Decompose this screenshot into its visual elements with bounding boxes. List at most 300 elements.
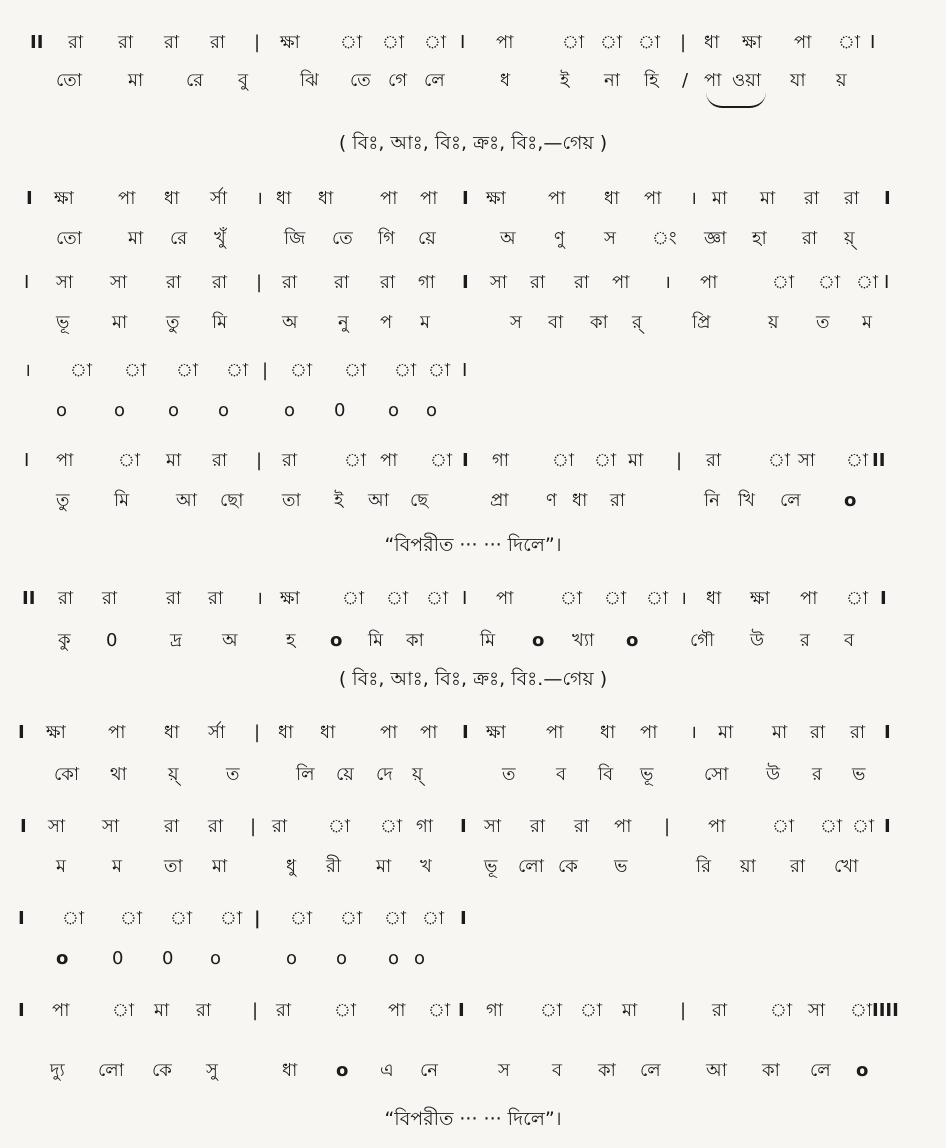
syllable: o	[56, 948, 69, 969]
note: রা	[272, 816, 288, 837]
note: রা	[530, 272, 546, 293]
note: র্সা	[210, 188, 228, 209]
syllable: o	[388, 400, 400, 421]
note: া	[124, 360, 147, 381]
syllable: তু	[56, 490, 70, 511]
bar-symbol: |	[664, 816, 671, 837]
note: া	[562, 32, 585, 53]
notation-line	[0, 268, 946, 308]
note: া	[428, 1000, 451, 1021]
syllable: দ্যু	[50, 1060, 65, 1081]
syllable: 0	[162, 948, 174, 969]
syllable: o	[414, 948, 426, 969]
bar-symbol: I	[20, 816, 27, 837]
syllable: o	[844, 490, 857, 511]
lyric-line	[0, 66, 946, 106]
syllable: কে	[558, 856, 578, 877]
syllable: য়্	[168, 764, 179, 785]
performance-note: “বিপরীত ··· ··· দিলে”।	[384, 534, 562, 556]
bar-symbol: ।	[664, 272, 671, 293]
syllable: কা	[406, 630, 424, 651]
lyric-line	[0, 224, 946, 264]
note: া	[540, 1000, 563, 1021]
syllable: রা	[790, 856, 806, 877]
syllable: o	[856, 1060, 869, 1081]
note: পা	[640, 722, 658, 743]
syllable: প্রা	[490, 490, 509, 511]
bar-symbol: ।	[680, 588, 687, 609]
syllable: ত	[502, 764, 516, 785]
syllable: ই	[560, 70, 570, 91]
performance-note: “বিপরীত ··· ··· দিলে”।	[384, 1108, 562, 1130]
bar-symbol: I	[884, 816, 891, 837]
note: পা	[118, 188, 136, 209]
note: ক্ষা	[54, 188, 74, 209]
note: রা	[166, 588, 182, 609]
note: া	[382, 32, 405, 53]
note: রা	[574, 272, 590, 293]
syllable: o	[330, 630, 343, 651]
note: া	[386, 588, 409, 609]
syllable: না	[604, 70, 620, 91]
note: া	[120, 908, 143, 929]
note: পা	[548, 188, 566, 209]
note: া	[112, 1000, 135, 1021]
syllable: যা	[790, 70, 806, 91]
bar-symbol: I	[462, 722, 469, 743]
note: া	[428, 360, 451, 381]
note: গা	[486, 1000, 504, 1021]
syllable: থা	[110, 764, 127, 785]
syllable: স	[498, 1060, 510, 1081]
note: া	[62, 908, 85, 929]
note: সা	[56, 272, 74, 293]
note: পা	[496, 588, 514, 609]
syllable: রে	[170, 228, 188, 249]
note: পা	[800, 588, 818, 609]
note: া	[340, 908, 363, 929]
lyric-line	[0, 486, 946, 526]
syllable: অ	[282, 312, 298, 333]
note: ধা	[164, 188, 180, 209]
bar-symbol: ।	[256, 588, 263, 609]
note: া	[118, 450, 141, 471]
note: মা	[622, 1000, 638, 1021]
bar-symbol: |	[254, 908, 261, 929]
syllable: লি	[296, 764, 315, 785]
note: গা	[418, 272, 436, 293]
note: ধা	[278, 722, 294, 743]
syllable: য়	[768, 312, 779, 333]
note: া	[70, 360, 93, 381]
note: পা	[108, 722, 126, 743]
note: া	[856, 272, 879, 293]
note: ক্ষা	[280, 588, 300, 609]
bar-symbol: |	[254, 32, 261, 53]
note: ক্ষা	[486, 188, 506, 209]
note: া	[594, 450, 617, 471]
syllable: রি	[696, 856, 712, 877]
note: া	[560, 588, 583, 609]
note: া	[580, 1000, 603, 1021]
bar-symbol: II	[30, 32, 44, 53]
bar-symbol: |	[252, 1000, 259, 1021]
performance-note: ( বিঃ, আঃ, বিঃ, ক্রঃ, বিঃ.—গেয় )	[338, 668, 608, 690]
syllable: কো	[54, 764, 80, 785]
note: রা	[530, 816, 546, 837]
bar-symbol: I	[462, 188, 469, 209]
note: া	[430, 450, 453, 471]
note: ক্ষা	[742, 32, 762, 53]
notation-line	[0, 718, 946, 758]
note: রা	[208, 588, 224, 609]
syllable: o	[426, 400, 438, 421]
note: পা	[794, 32, 812, 53]
syllable: জি	[284, 228, 306, 249]
bar-symbol: |	[256, 272, 263, 293]
syllable: লো	[98, 1060, 124, 1081]
syllable: ব	[552, 1060, 563, 1081]
note: রা	[164, 32, 180, 53]
syllable: বি	[598, 764, 614, 785]
syllable: উ	[766, 764, 781, 785]
note: া	[818, 272, 841, 293]
syllable: মি	[480, 630, 496, 651]
note: া	[176, 360, 199, 381]
syllable: নু	[338, 312, 349, 333]
note: রা	[208, 816, 224, 837]
bar-symbol: |	[256, 450, 263, 471]
syllable: লে	[640, 1060, 661, 1081]
note: ধা	[276, 188, 292, 209]
note: া	[772, 816, 795, 837]
note: পা	[52, 1000, 70, 1021]
syllable: পা	[704, 70, 722, 91]
syllable: স	[510, 312, 522, 333]
note: া	[638, 32, 661, 53]
note: সা	[102, 816, 120, 837]
performance-note: ( বিঃ, আঃ, বিঃ, ক্রঃ, বিঃ,—গেয় )	[338, 132, 608, 154]
syllable: খি	[738, 490, 755, 511]
syllable: সু	[206, 1060, 218, 1081]
syllable: গৌ	[690, 630, 715, 651]
syllable: ম	[56, 856, 66, 877]
note: রা	[810, 722, 826, 743]
slur-mark	[706, 92, 766, 108]
syllable: o	[114, 400, 126, 421]
bar-symbol: I	[884, 722, 891, 743]
syllable: ছো	[220, 490, 244, 511]
syllable: কা	[590, 312, 608, 333]
note: া	[344, 360, 367, 381]
syllable: তু	[166, 312, 180, 333]
bar-symbol: I	[458, 1000, 465, 1021]
note: পা	[380, 188, 398, 209]
note: মা	[760, 188, 776, 209]
syllable: স	[604, 228, 616, 249]
syllable: মি	[212, 312, 228, 333]
bar-symbol: I	[18, 1000, 25, 1021]
syllable: লে	[780, 490, 801, 511]
note: া	[340, 32, 363, 53]
syllable: লে	[810, 1060, 831, 1081]
lyric-line	[0, 626, 946, 666]
syllable: রা	[802, 228, 818, 249]
bar-symbol: I	[460, 816, 467, 837]
note: রা	[804, 188, 820, 209]
note: র্সা	[208, 722, 226, 743]
syllable: ত	[816, 312, 830, 333]
note: া	[384, 908, 407, 929]
syllable: য়ে	[336, 764, 354, 785]
syllable: /	[682, 70, 689, 91]
syllable: মি	[368, 630, 384, 651]
syllable: o	[56, 400, 68, 421]
bar-symbol: I	[870, 32, 876, 53]
note: রা	[712, 1000, 728, 1021]
notation-line	[0, 446, 946, 486]
syllable: o	[210, 948, 222, 969]
syllable: 0	[106, 630, 118, 651]
note: া	[772, 272, 795, 293]
notation-line	[0, 904, 946, 944]
syllable: ত	[226, 764, 240, 785]
note: া	[290, 360, 313, 381]
note: গা	[416, 816, 434, 837]
bar-symbol: I	[462, 272, 469, 293]
syllable: হা	[752, 228, 767, 249]
note: মা	[154, 1000, 170, 1021]
note: া	[328, 816, 351, 837]
syllable: 0	[334, 400, 346, 421]
bar-symbol: II	[872, 450, 886, 471]
syllable: হি	[644, 70, 659, 91]
syllable: o	[532, 630, 545, 651]
note: া	[426, 588, 449, 609]
bar-symbol: |	[250, 816, 257, 837]
bar-symbol: I	[26, 188, 33, 209]
syllable: ম	[112, 856, 122, 877]
note: রা	[196, 1000, 212, 1021]
syllable: o	[284, 400, 296, 421]
syllable: o	[218, 400, 230, 421]
syllable: ধু	[286, 856, 297, 877]
syllable: রী	[326, 856, 342, 877]
note: মা	[628, 450, 644, 471]
lyric-line	[0, 760, 946, 800]
note: া	[342, 588, 365, 609]
syllable: তে	[350, 70, 371, 91]
note: া	[170, 908, 193, 929]
syllable: গে	[388, 70, 408, 91]
note: সা	[490, 272, 508, 293]
note: া	[646, 588, 669, 609]
syllable: ভূ	[56, 312, 70, 333]
note: রা	[706, 450, 722, 471]
syllable: ব	[844, 630, 855, 651]
syllable: খ	[420, 856, 432, 877]
syllable: o	[168, 400, 180, 421]
bar-symbol: I	[24, 450, 30, 471]
bar-symbol: I	[462, 588, 468, 609]
note: ক্ষা	[750, 588, 770, 609]
syllable: কা	[598, 1060, 616, 1081]
note: ক্ষা	[280, 32, 300, 53]
note: ধা	[320, 722, 336, 743]
syllable: মি	[114, 490, 130, 511]
syllable: ধা	[282, 1060, 298, 1081]
syllable: মা	[212, 856, 228, 877]
syllable: কা	[762, 1060, 780, 1081]
syllable: অ	[500, 228, 516, 249]
bar-symbol: IIII	[872, 1000, 899, 1021]
note: পা	[700, 272, 718, 293]
note: পা	[380, 722, 398, 743]
note: রা	[210, 32, 226, 53]
note: পা	[388, 1000, 406, 1021]
syllable: ধ	[500, 70, 511, 91]
lyric-line	[0, 308, 946, 348]
note: পা	[420, 188, 438, 209]
note: া	[838, 32, 861, 53]
syllable: লে	[424, 70, 445, 91]
syllable: ভ	[614, 856, 628, 877]
syllable: লো	[518, 856, 544, 877]
note: ধা	[604, 188, 620, 209]
syllable: কে	[152, 1060, 172, 1081]
syllable: বা	[548, 312, 564, 333]
lyric-line	[0, 396, 946, 436]
note: ক্ষা	[486, 722, 506, 743]
note: সা	[48, 816, 66, 837]
note: ধা	[706, 588, 722, 609]
note: রা	[212, 272, 228, 293]
syllable: সো	[704, 764, 729, 785]
syllable: ধা	[572, 490, 588, 511]
syllable: o	[286, 948, 298, 969]
bar-symbol: |	[680, 32, 687, 53]
syllable: ভ	[852, 764, 866, 785]
bar-symbol: I	[460, 32, 466, 53]
syllable: উ	[750, 630, 765, 651]
syllable: ণ	[546, 490, 557, 511]
bar-symbol: ।	[256, 188, 263, 209]
syllable: প্রি	[692, 312, 711, 333]
syllable: o	[626, 630, 639, 651]
syllable: র	[812, 764, 822, 785]
note: া	[226, 360, 249, 381]
note: া	[344, 450, 367, 471]
syllable: ই	[334, 490, 344, 511]
bar-symbol: ।	[690, 188, 697, 209]
note: া	[846, 450, 869, 471]
note: া	[552, 450, 575, 471]
syllable: ছে	[410, 490, 429, 511]
note: া	[334, 1000, 357, 1021]
note: া	[768, 450, 791, 471]
syllable: মা	[112, 312, 128, 333]
notation-line	[0, 28, 946, 68]
note: গা	[492, 450, 510, 471]
syllable: দ্র	[170, 630, 182, 651]
syllable: মা	[128, 70, 144, 91]
syllable: o	[336, 1060, 349, 1081]
note: া	[846, 588, 869, 609]
note: া	[290, 908, 313, 929]
bar-symbol: I	[884, 188, 891, 209]
note: পা	[380, 450, 398, 471]
syllable: খুঁ	[214, 228, 226, 249]
note: সা	[110, 272, 128, 293]
note: সা	[798, 450, 816, 471]
note: রা	[282, 450, 298, 471]
lyric-line	[0, 1056, 946, 1096]
syllable: র	[800, 630, 810, 651]
bar-symbol: |	[262, 360, 269, 381]
note: ধা	[600, 722, 616, 743]
syllable: আ	[368, 490, 389, 511]
syllable: খো	[834, 856, 859, 877]
note: পা	[612, 272, 630, 293]
syllable: ম	[862, 312, 872, 333]
bar-symbol: ।	[690, 722, 697, 743]
note: পা	[546, 722, 564, 743]
notation-line	[0, 996, 946, 1036]
note: া	[852, 816, 875, 837]
note: রা	[276, 1000, 292, 1021]
syllable: 0	[112, 948, 124, 969]
syllable: ওয়া	[732, 70, 762, 91]
syllable: ণু	[554, 228, 565, 249]
syllable: তা	[282, 490, 301, 511]
note: রা	[166, 272, 182, 293]
note: ধা	[164, 722, 180, 743]
syllable: রে	[186, 70, 204, 91]
note: া	[604, 588, 627, 609]
syllable: আ	[706, 1060, 727, 1081]
bar-symbol: I	[462, 450, 469, 471]
note: া	[424, 32, 447, 53]
syllable: এ	[380, 1060, 394, 1081]
syllable: নি	[704, 490, 720, 511]
syllable: ম	[420, 312, 430, 333]
note: রা	[102, 588, 118, 609]
note: রা	[844, 188, 860, 209]
syllable: মা	[376, 856, 392, 877]
syllable: য়ে	[418, 228, 436, 249]
syllable: o	[388, 948, 400, 969]
syllable: জ্ঞা	[704, 228, 727, 249]
note: রা	[850, 722, 866, 743]
bar-symbol: I	[884, 272, 890, 293]
note: া	[770, 1000, 793, 1021]
note: পা	[614, 816, 632, 837]
syllable: ভূ	[640, 764, 654, 785]
syllable: ভূ	[484, 856, 498, 877]
syllable: য়	[836, 70, 847, 91]
syllable: হ	[286, 630, 296, 651]
bar-symbol: I	[24, 272, 30, 293]
bar-symbol: |	[680, 1000, 687, 1021]
notation-line	[0, 184, 946, 224]
syllable: গি	[378, 228, 395, 249]
syllable: য়া	[740, 856, 756, 877]
bar-symbol: I	[18, 908, 25, 929]
note: া	[394, 360, 417, 381]
bar-symbol: I	[460, 908, 467, 929]
bar-symbol: |	[254, 722, 261, 743]
syllable: তে	[332, 228, 353, 249]
